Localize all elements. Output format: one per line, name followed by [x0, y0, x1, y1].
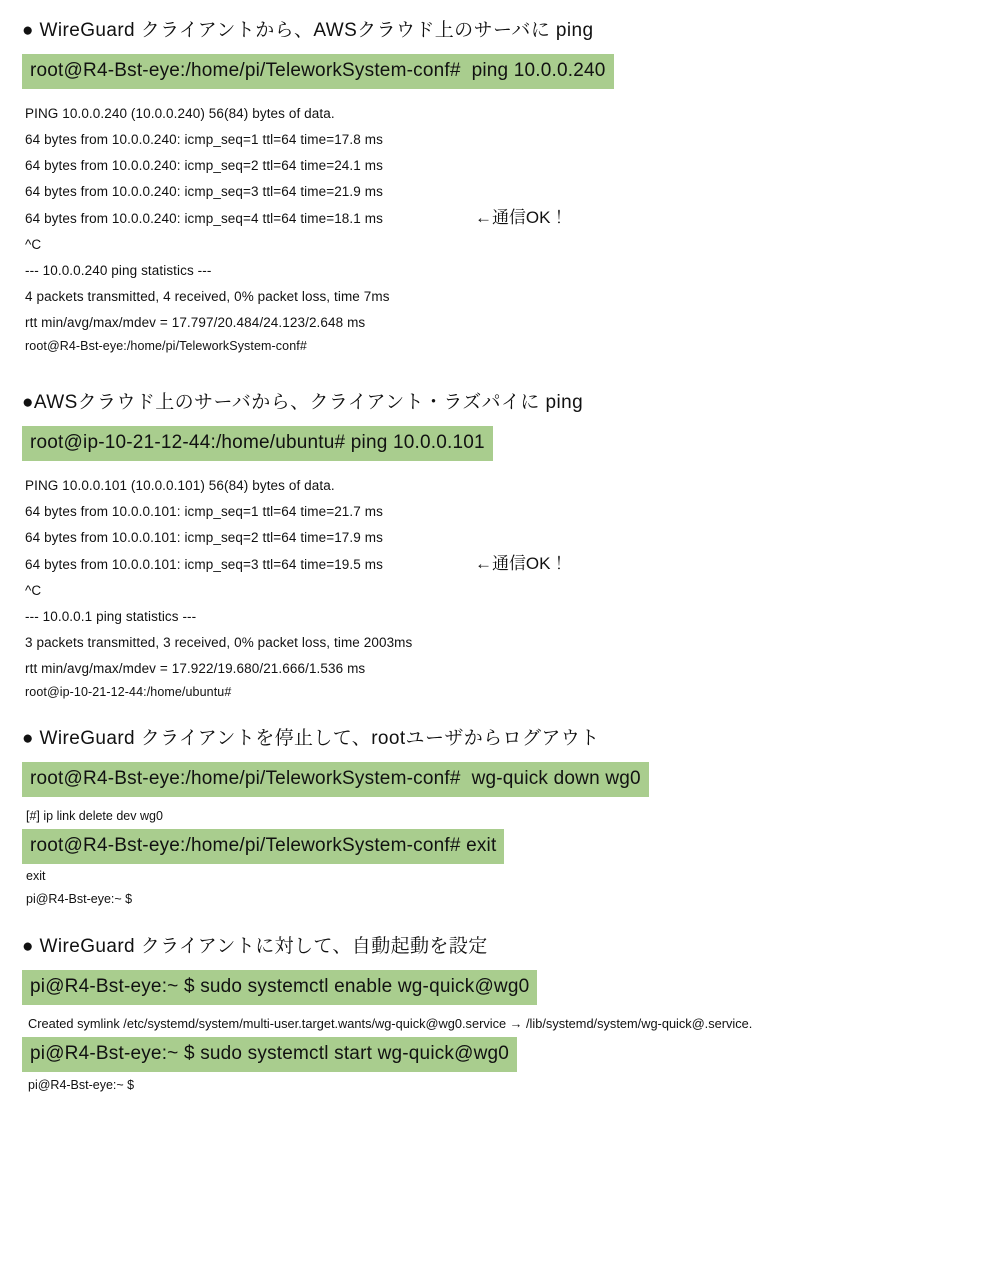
output-line: 3 packets transmitted, 3 received, 0% packet loss, time 2003ms [25, 635, 413, 650]
output-line: ^C [25, 237, 42, 252]
output-line: [#] ip link delete dev wg0 [26, 809, 163, 823]
section-ping-to-aws [22, 18, 977, 356]
annotation-note: ←通信OK！ [474, 554, 568, 573]
output-line-with-annotation [25, 205, 977, 232]
output-line: ^C [25, 583, 42, 598]
output-line: rtt min/avg/max/mdev = 17.922/19.680/21.666/1.536 ms [25, 661, 366, 676]
spacer [22, 706, 977, 726]
command-line-wrapper [22, 54, 977, 89]
command-line-wrapper [22, 1037, 977, 1072]
section-heading: ●AWSクラウド上のサーバから、クライアント・ラズパイに ping [22, 392, 584, 413]
section-enable-autostart [22, 934, 977, 1096]
output-line: --- 10.0.0.1 ping statistics --- [25, 609, 197, 624]
output-line: --- 10.0.0.240 ping statistics --- [25, 263, 212, 278]
terminal-command[interactable]: root@R4-Bst-eye:/home/pi/TeleworkSystem-conf# ping 10.0.0.240 [22, 54, 614, 89]
command-line-wrapper [22, 762, 977, 797]
output-prompt-line: root@R4-Bst-eye:/home/pi/TeleworkSystem-conf# [25, 339, 307, 353]
output-prompt-line: pi@R4-Bst-eye:~ $ [28, 1078, 135, 1092]
output-line: Created symlink /etc/systemd/system/multi-user.target.wants/wg-quick@wg0.service → /lib/systemd/system/wg-quick@.service. [28, 1016, 753, 1031]
output-line-with-annotation [25, 551, 977, 578]
terminal-command[interactable]: pi@R4-Bst-eye:~ $ sudo systemctl start wg-quick@wg0 [22, 1037, 517, 1072]
output-line: 64 bytes from 10.0.0.101: icmp_seq=1 ttl=64 time=21.7 ms [25, 504, 383, 519]
command-line-wrapper [22, 426, 977, 461]
output-prompt-line: pi@R4-Bst-eye:~ $ [26, 892, 133, 906]
output-line: 64 bytes from 10.0.0.101: icmp_seq=3 ttl=64 time=19.5 ms [25, 557, 383, 572]
output-line: PING 10.0.0.240 (10.0.0.240) 56(84) bytes of data. [25, 106, 335, 121]
output-line: 64 bytes from 10.0.0.240: icmp_seq=3 ttl=64 time=21.9 ms [25, 184, 383, 199]
output-line: 4 packets transmitted, 4 received, 0% packet loss, time 7ms [25, 289, 390, 304]
command-line-wrapper [22, 970, 977, 1005]
output-prompt-line: root@ip-10-21-12-44:/home/ubuntu# [25, 685, 232, 699]
output-line: 64 bytes from 10.0.0.240: icmp_seq=2 ttl=64 time=24.1 ms [25, 158, 383, 173]
section-stop-client-and-logout [22, 726, 977, 910]
annotation-note: ←通信OK！ [474, 208, 568, 227]
output-line: exit [26, 869, 46, 883]
terminal-command[interactable]: root@R4-Bst-eye:/home/pi/TeleworkSystem-conf# exit [22, 829, 504, 864]
terminal-command[interactable]: root@R4-Bst-eye:/home/pi/TeleworkSystem-conf# wg-quick down wg0 [22, 762, 649, 797]
output-line: PING 10.0.0.101 (10.0.0.101) 56(84) bytes of data. [25, 478, 335, 493]
section-heading: ● WireGuard クライアントを停止して、rootユーザからログアウト [22, 728, 600, 749]
terminal-output [25, 473, 977, 702]
spacer [22, 914, 977, 934]
section-heading: ● WireGuard クライアントに対して、自動起動を設定 [22, 936, 488, 957]
output-line: 64 bytes from 10.0.0.240: icmp_seq=1 ttl=64 time=17.8 ms [25, 132, 383, 147]
output-line: 64 bytes from 10.0.0.240: icmp_seq=4 ttl=64 time=18.1 ms [25, 211, 383, 226]
command-line-wrapper [22, 829, 977, 864]
output-line: rtt min/avg/max/mdev = 17.797/20.484/24.123/2.648 ms [25, 315, 366, 330]
output-line: 64 bytes from 10.0.0.101: icmp_seq=2 ttl=64 time=17.9 ms [25, 530, 383, 545]
section-ping-to-client [22, 390, 977, 702]
terminal-output [25, 101, 977, 356]
spacer [22, 360, 977, 390]
section-heading: ● WireGuard クライアントから、AWSクラウド上のサーバに ping [22, 20, 594, 41]
terminal-command[interactable]: root@ip-10-21-12-44:/home/ubuntu# ping 10.0.0.101 [22, 426, 493, 461]
terminal-command[interactable]: pi@R4-Bst-eye:~ $ sudo systemctl enable wg-quick@wg0 [22, 970, 537, 1005]
